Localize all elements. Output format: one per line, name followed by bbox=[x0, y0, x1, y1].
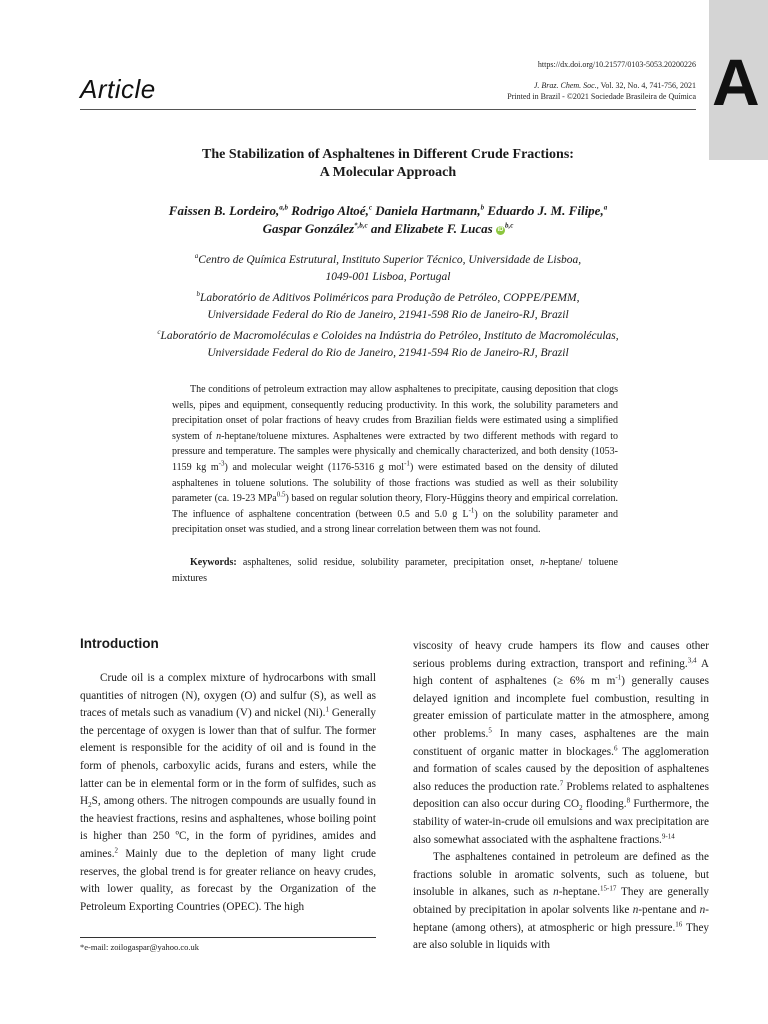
keywords-text: asphaltenes, solid residue, solubility parameter, precipitation onset, bbox=[236, 557, 541, 568]
body-column-left bbox=[80, 670, 376, 916]
reference-mark[interactable]: 5 bbox=[488, 726, 492, 735]
author-name: Daniela Hartmann, bbox=[371, 203, 481, 218]
author-affiliation-mark: a bbox=[603, 203, 608, 212]
affiliation-mark: a bbox=[194, 252, 199, 261]
author-name: Gaspar González bbox=[262, 221, 355, 236]
abstract bbox=[172, 382, 618, 538]
reference-mark[interactable]: 15-17 bbox=[600, 884, 617, 893]
author-name: and Elizabete F. Lucas bbox=[367, 221, 493, 236]
body-text: Crude oil is a complex mixture of hydrocarbons with small quantities of nitrogen (N), oxygen (O) and sulfur (S), as well as traces of metals such as vanadium (V) and nickel (Ni). bbox=[80, 672, 376, 720]
affiliation-b bbox=[80, 290, 696, 324]
abstract-text: -heptane/toluene mixtures. Asphaltenes were extracted by two different methods with regard to pressure and temperature. The samples were physically and chemically characterized, and both density (1053-1159 kg m bbox=[172, 430, 619, 473]
body-text: Problems related to asphaltenes deposition can also occur during CO bbox=[413, 780, 710, 811]
superscript: -1 bbox=[468, 506, 475, 515]
body-text: -pentane and bbox=[638, 903, 700, 916]
author-affiliation-mark: c bbox=[368, 203, 372, 212]
affiliation-text: 1049-001 Lisboa, Portugal bbox=[325, 271, 451, 283]
body-text: They are also soluble in liquids with bbox=[413, 921, 709, 952]
author-affiliation-mark: *,b,c bbox=[354, 221, 368, 230]
header-divider bbox=[80, 109, 696, 110]
body-text: Mainly due to the depletion of many light crude reserves, the global trend is for greater reliance on heavy crudes, with lower quality, as forecast by the Organization of the Petroleum Exporting Countries (OPEC). The high bbox=[80, 847, 376, 913]
reference-mark[interactable]: 9-14 bbox=[661, 831, 675, 840]
body-text: The asphaltenes contained in petroleum are defined as the fractions soluble in aromatic solvents, such as toluene, but insoluble in alkanes, such as bbox=[413, 851, 709, 899]
subscript: 2 bbox=[579, 804, 583, 813]
body-text: -heptane (among others), at atmospheric or high pressure. bbox=[413, 903, 709, 934]
affiliation-a bbox=[80, 252, 696, 286]
journal-citation bbox=[534, 81, 696, 90]
author-name: Faissen B. Lordeiro, bbox=[168, 203, 280, 218]
body-text: S, among others. The nitrogen compounds are usually found in the heaviest fractions, resins and asphaltenes, whose boiling point is higher than 250 ºC, in the form of pyridines, amides and amines. bbox=[80, 795, 376, 860]
body-text: viscosity of heavy crude hampers its flow and causes other serious problems during extraction, transport and refining. bbox=[413, 640, 709, 670]
affiliation-mark: c bbox=[157, 328, 161, 337]
author-name: Eduardo J. M. Filipe, bbox=[484, 203, 604, 218]
doi-link[interactable]: https://dx.doi.org/10.21577/0103-5053.20200226 bbox=[537, 60, 696, 69]
reference-mark[interactable]: 8 bbox=[626, 796, 631, 805]
superscript: -3 bbox=[218, 459, 225, 468]
section-heading-introduction: Introduction bbox=[80, 636, 159, 651]
body-text: Furthermore, the stability of water-in-crude oil emulsions and wax precipitation are also somewhat associated with the asphaltene fractions. bbox=[413, 798, 709, 846]
italic-n: n bbox=[216, 430, 222, 442]
body-text: They are generally obtained by precipitation in apolar solvents like bbox=[413, 886, 710, 916]
reference-mark[interactable]: 3,4 bbox=[687, 655, 697, 664]
affiliation-c bbox=[80, 328, 696, 362]
reference-mark[interactable]: 16 bbox=[675, 919, 683, 928]
abstract-text: ) were estimated based on the density of diluted asphaltenes in toluene solutions. The solubility of those fractions was studied as well as their solubility parameter (ca. 19-23 MPa bbox=[172, 461, 618, 505]
affiliation-mark: b bbox=[196, 290, 201, 299]
affiliation-text: Laboratório de Macromoléculas e Coloides na Indústria do Petróleo, Instituto de Macromoléculas, bbox=[160, 330, 619, 342]
author-affiliation-mark: b bbox=[480, 203, 485, 212]
paper-title-line-1: The Stabilization of Asphaltenes in Different Crude Fractions: bbox=[202, 147, 574, 162]
authors-line-1 bbox=[80, 202, 696, 220]
author-name: Rodrigo Altoé, bbox=[288, 203, 369, 218]
authors-line-2 bbox=[80, 220, 696, 238]
abstract-text: ) and molecular weight (1176-5316 g mol bbox=[224, 461, 405, 473]
orcid-icon[interactable]: iD bbox=[497, 226, 504, 233]
paragraph bbox=[80, 670, 376, 916]
superscript: -1 bbox=[404, 459, 410, 468]
keywords-text: -heptane/ toluene mixtures bbox=[172, 557, 618, 584]
italic-n: n bbox=[632, 903, 639, 916]
paragraph bbox=[413, 849, 709, 955]
author-affiliation-mark: b,c bbox=[504, 221, 514, 230]
body-text: ) generally causes delayed ignition and incomplete fuel combustion, resulting in greater emission of particulate matter in the atmosphere, among other problems. bbox=[413, 675, 710, 740]
italic-n: n bbox=[699, 903, 706, 916]
journal-details: , Vol. 32, No. 4, 741-756, 2021 bbox=[596, 81, 696, 90]
body-text: Generally the percentage of oxygen is lower than that of sulfur. The former element is responsible for the acidity of oil and is found in the form of phenols, carboxylic acids, furans and esters, while the latter can be in elemental form or in the form of sulfides, such as H bbox=[80, 707, 376, 808]
article-type-label: Article bbox=[80, 74, 156, 104]
affiliation-text: Universidade Federal do Rio de Janeiro, 21941-598 Rio de Janeiro-RJ, Brazil bbox=[207, 309, 569, 321]
abstract-text: ) based on regular solution theory, Flory-Hüggins theory and empirical correlation. The influence of asphaltene concentration (between 0.5 and 5.0 g L bbox=[172, 493, 618, 520]
subscript: 2 bbox=[88, 801, 92, 810]
paragraph bbox=[413, 638, 709, 849]
reference-mark[interactable]: 1 bbox=[325, 705, 329, 714]
journal-logo-letter: A bbox=[712, 45, 760, 119]
italic-n: n bbox=[540, 557, 546, 568]
corresponding-author-email[interactable]: *e-mail: zoilogaspar@yahoo.co.uk bbox=[80, 942, 199, 952]
keywords-label: Keywords: bbox=[190, 557, 237, 568]
author-affiliation-mark: a,b bbox=[279, 203, 289, 212]
affiliation-text: Centro de Química Estrutural, Instituto Superior Técnico, Universidade de Lisboa, bbox=[198, 254, 582, 266]
affiliation-text: Universidade Federal do Rio de Janeiro, 21941-594 Rio de Janeiro-RJ, Brazil bbox=[207, 347, 569, 359]
superscript: 0.5 bbox=[276, 490, 286, 499]
keywords bbox=[172, 555, 618, 586]
affiliation-text: Laboratório de Aditivos Poliméricos para Produção de Petróleo, COPPE/PEMM, bbox=[200, 292, 580, 304]
italic-n: n bbox=[553, 886, 559, 899]
journal-name: J. Braz. Chem. Soc. bbox=[533, 81, 597, 90]
body-column-right bbox=[413, 638, 709, 955]
reference-mark[interactable]: 2 bbox=[114, 846, 118, 855]
abstract-text: ) on the solubility parameter and precipitation onset was studied, and a strong linear correlation between them was not found. bbox=[172, 508, 618, 536]
paper-title-line-2: A Molecular Approach bbox=[319, 165, 457, 180]
footnote-divider bbox=[80, 937, 376, 938]
printed-notice: Printed in Brazil - ©2021 Sociedade Brasileira de Química bbox=[507, 92, 696, 101]
body-text: -heptane. bbox=[558, 886, 601, 899]
body-text: The agglomeration and formation of scales caused by the deposition of asphaltenes also reduces the production rate. bbox=[413, 745, 709, 793]
body-text: flooding. bbox=[582, 798, 627, 811]
reference-mark[interactable]: 7 bbox=[559, 779, 564, 788]
body-text: A high content of asphaltenes (≥ 6% m m bbox=[413, 657, 709, 688]
superscript: -1 bbox=[615, 673, 622, 682]
abstract-text: The conditions of petroleum extraction may allow asphaltenes to precipitate, causing deposition that clogs wells, pipes and equipment, consequently reducing productivity. In this work, the solubility parameters and precipitation onset of polar fractions of heavy crudes from Brazilian fields were estimated using a simplified system of bbox=[172, 384, 618, 442]
body-text: In many cases, asphaltenes are the main constituent of organic matter in blockages. bbox=[413, 727, 709, 758]
reference-mark[interactable]: 6 bbox=[613, 743, 618, 752]
